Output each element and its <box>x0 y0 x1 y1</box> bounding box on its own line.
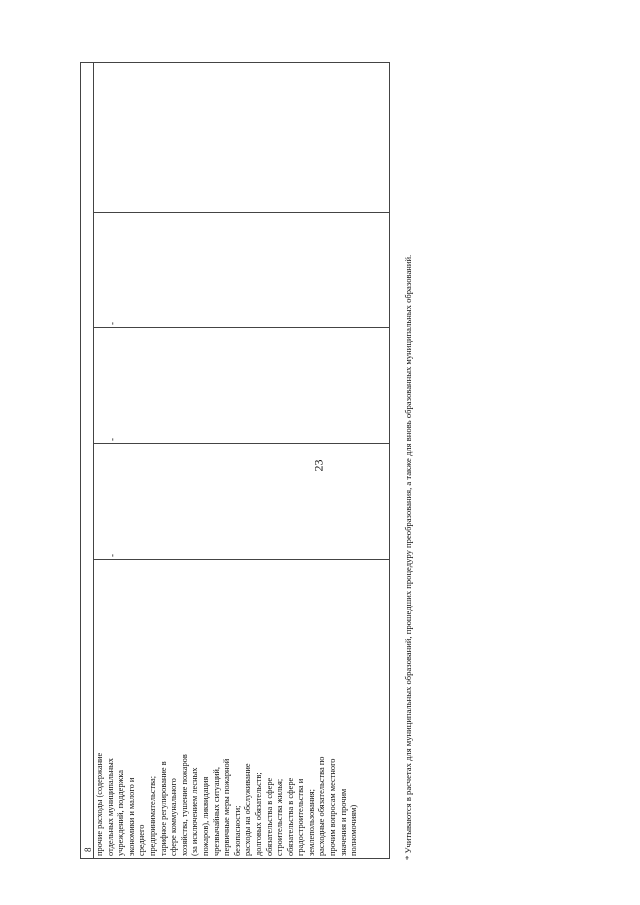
description-line: безопасности; <box>232 805 242 856</box>
description-line: полномочиям) <box>349 804 359 856</box>
description-cell <box>94 559 390 859</box>
footnote: * Учитываются в расчетах для муниципальных образований, прошедших процедуру преобразования, а также для вновь образованных муниципальных образований. <box>403 254 413 860</box>
description-line: учреждений, поддержка <box>116 769 126 856</box>
description-line: отдельных муниципальных <box>105 758 115 856</box>
description-line: предпринимательства; <box>147 775 157 856</box>
table-frame <box>80 62 390 859</box>
page-number: 23 <box>311 459 326 472</box>
value-dash: - <box>107 322 117 325</box>
row-number-cell <box>80 62 94 859</box>
value-dash: - <box>107 438 117 441</box>
description-line: долговых обязательств; <box>253 772 263 856</box>
description-line: пожаров), ликвидация <box>200 776 210 856</box>
description-line: (за исключением лесных <box>190 767 200 856</box>
description-text <box>94 560 361 858</box>
description-line: землепользования; <box>306 789 316 856</box>
value-cell-4 <box>94 62 390 213</box>
description-line: градостроительства и <box>296 778 306 856</box>
value-cell-2 <box>94 327 390 444</box>
value-cell-1 <box>94 443 390 560</box>
footnote-block <box>398 90 418 860</box>
value-cell-3 <box>94 212 390 328</box>
description-line: расходы на обслуживание <box>243 763 253 856</box>
description-line: тарифное регулирование в <box>158 761 168 856</box>
value-dash: - <box>107 554 117 557</box>
row-number: 8 <box>83 847 93 852</box>
description-line: прочие расходы (содержание <box>95 752 104 856</box>
description-line: расходные обязательства по <box>317 756 327 856</box>
description-line: чрезвычайных ситуаций, <box>211 767 221 856</box>
description-line: сфере коммунального <box>169 778 179 856</box>
description-line: обязательства в сфере <box>264 777 274 856</box>
row-8 <box>80 62 390 859</box>
description-line: среднего <box>137 824 147 856</box>
description-line: значения и прочим <box>338 788 348 856</box>
description-line: первичные меры пожарной <box>222 758 232 856</box>
description-line: экономики и малого и <box>126 777 136 856</box>
description-line: прочим вопросам местного <box>328 758 338 856</box>
description-line: строительства жилья; <box>275 778 285 856</box>
description-line: обязательства в сфере <box>285 777 295 856</box>
description-line: хозяйства, тушение пожаров <box>179 754 189 856</box>
